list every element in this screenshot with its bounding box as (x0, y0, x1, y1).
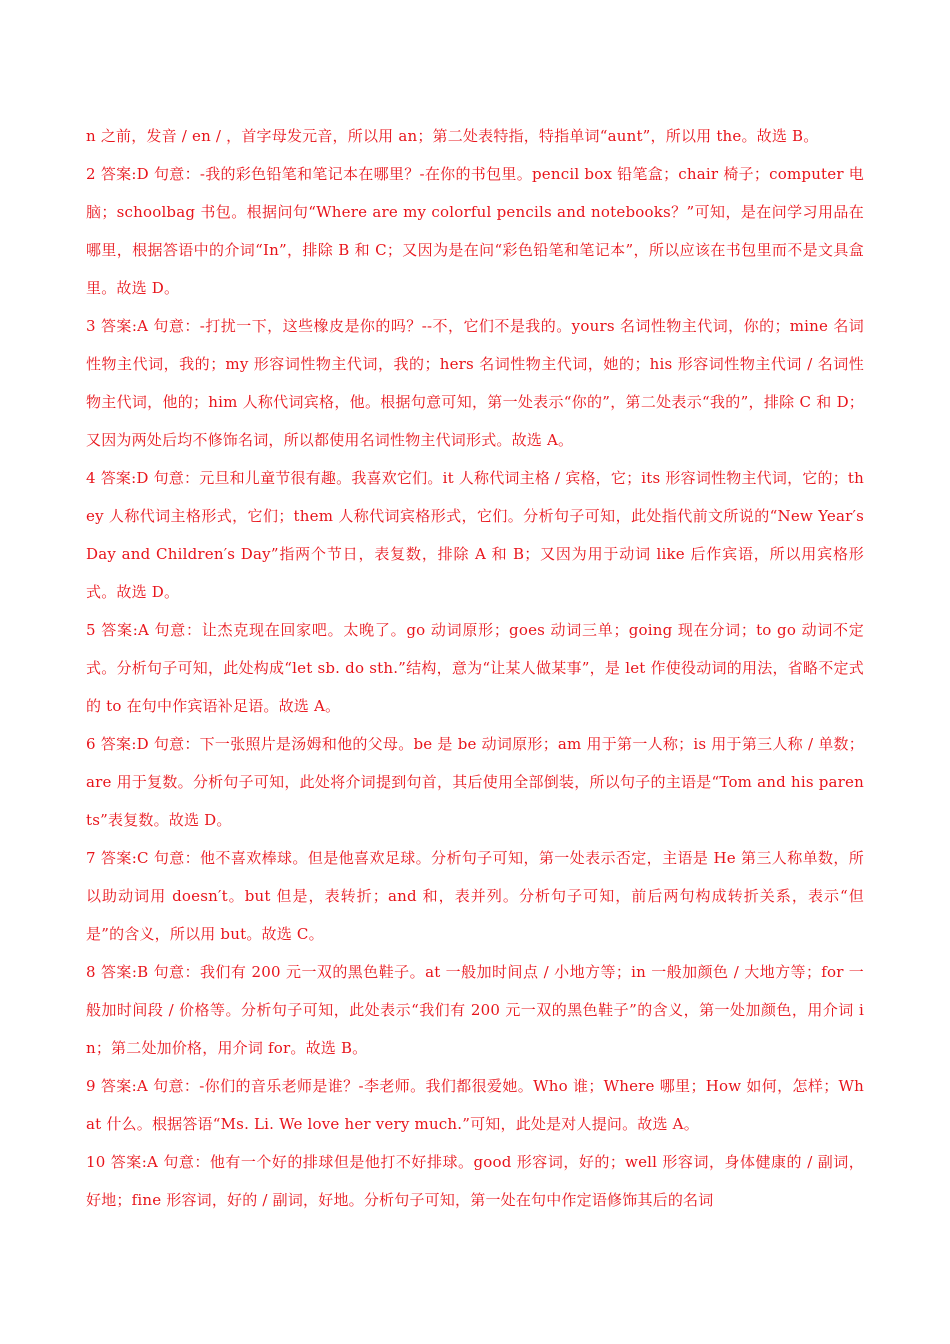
explanation-8: 8 答案:B 句意：我们有 200 元一双的黑色鞋子。at 一般加时间点 / 小地方等；in 一般加颜色 / 大地方等；for 一般加时间段 / 价格等。分析句子可知，此处表示“我们有 200 元一双的黑色鞋子”的含义，第一处加颜色，用介词 in；第二处加价格，用介词 for。故选 B。 (86, 963, 864, 1057)
explanation-3: 3 答案:A 句意：-打扰一下，这些橡皮是你的吗？--不，它们不是我的。yours 名词性物主代词，你的；mine 名词性物主代词，我的；my 形容词性物主代词，我的；hers 名词性物主代词，她的；his 形容词性物主代词 / 名词性物主代词，他的；him 人称代词宾格，他。根据句意可知，第一处表示“你的”，第二处表示“我的”，排除 C 和 D；又因为两处后均不修饰名词，所以都使用名词性物主代词形式。故选 A。 (86, 317, 864, 449)
explanation-2: 2 答案:D 句意：-我的彩色铅笔和笔记本在哪里？-在你的书包里。pencil box 铅笔盒；chair 椅子；computer 电脑；schoolbag 书包。根据问句“Where are my colorful pencils and notebooks？”可知，是在问学习用品在哪里，根据答语中的介词“In”，排除 B 和 C；又因为是在问“彩色铅笔和笔记本”，所以应该在书包里而不是文具盒里。故选 D。 (86, 165, 864, 297)
explanation-continued: n 之前，发音 / en / ，首字母发元音，所以用 an；第二处表特指，特指单词“aunt”，所以用 the。故选 B。 (86, 127, 819, 145)
explanation-6: 6 答案:D 句意：下一张照片是汤姆和他的父母。be 是 be 动词原形；am 用于第一人称；is 用于第三人称 / 单数；are 用于复数。分析句子可知，此处将介词提到句首，其后使用全部倒装，所以句子的主语是“Tom and his parents”表复数。故选 D。 (86, 735, 864, 829)
explanation-9: 9 答案:A 句意：-你们的音乐老师是谁？-李老师。我们都很爱她。Who 谁；Where 哪里；How 如何，怎样；What 什么。根据答语“Ms. Li. We love her very much.”可知，此处是对人提问。故选 A。 (86, 1077, 864, 1133)
explanation-4: 4 答案:D 句意：元旦和儿童节很有趣。我喜欢它们。it 人称代词主格 / 宾格，它；its 形容词性物主代词，它的；they 人称代词主格形式，它们；them 人称代词宾格形式，它们。分析句子可知，此处指代前文所说的“New Year′s Day and Children′s Day”指两个节日，表复数，排除 A 和 B；又因为用于动词 like 后作宾语，所以用宾格形式。故选 D。 (86, 469, 864, 601)
explanation-5: 5 答案:A 句意：让杰克现在回家吧。太晚了。go 动词原形；goes 动词三单；going 现在分词；to go 动词不定式。分析句子可知，此处构成“let sb. do sth.”结构，意为“让某人做某事”，是 let 作使役动词的用法，省略不定式的 to 在句中作宾语补足语。故选 A。 (86, 621, 864, 715)
explanation-7: 7 答案:C 句意：他不喜欢棒球。但是他喜欢足球。分析句子可知，第一处表示否定，主语是 He 第三人称单数，所以助动词用 doesn′t。but 但是，表转折；and 和，表并列。分析句子可知，前后两句构成转折关系，表示“但是”的含义，所以用 but。故选 C。 (86, 849, 864, 943)
explanation-10: 10 答案:A 句意：他有一个好的排球但是他打不好排球。good 形容词，好的；well 形容词，身体健康的 / 副词，好地；fine 形容词，好的 / 副词，好地。分析句子可知，第一处在句中作定语修饰其后的名词 (86, 1153, 864, 1209)
answer-explanations (86, 117, 864, 1219)
